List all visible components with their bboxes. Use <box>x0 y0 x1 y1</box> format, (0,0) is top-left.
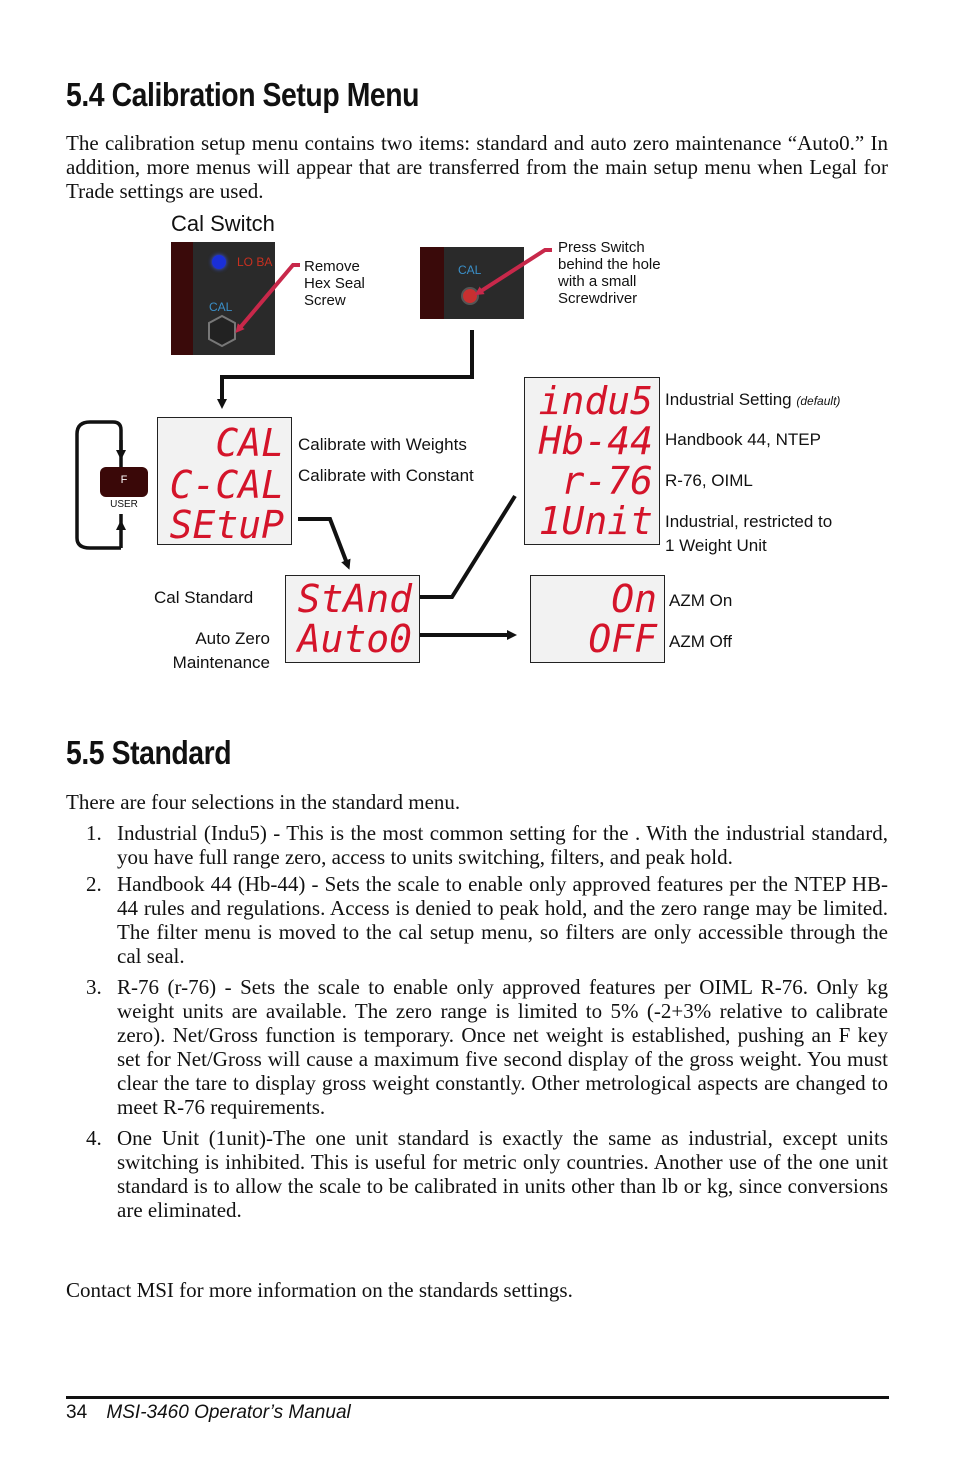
switch-to-menu-arrow <box>222 330 472 405</box>
press-switch-note: Press Switch behind the hole with a small Screwdriver <box>558 239 661 307</box>
page-number: 34 <box>66 1402 88 1423</box>
list-item: 2. Handbook 44 (Hb-44) - Sets the scale to enable only approved features per the NTEP HB-44 rules and regulations. Access is denied to peak hold, and the zero range may be limited. The filter menu is moved to the cal setup menu, so filters are only accessible through the cal seal. <box>86 872 888 968</box>
calibrate-with-weights-label: Calibrate with Weights <box>298 435 467 454</box>
industrial-setting-label: Industrial Setting (default) <box>665 390 841 409</box>
azm-display <box>530 575 665 663</box>
list-item: 3. R-76 (r-76) - Sets the scale to enable only approved features per OIML R-76. Only kg weight units are available. The zero range is limited to 5% (-2+3% relative to calibrate zero). Net/Gross function is temporary. Once net weight is established, pushing an F key set for Net/Gross will cause a maximum five second display of the gross weight. You must clear the tare to display gross weight constantly. Other metrological aspects are changed to meet R-76 requirements. <box>86 975 888 1119</box>
standards-display <box>524 377 660 545</box>
f-key-label: F <box>120 474 128 486</box>
calibrate-with-constant-label: Calibrate with Constant <box>298 466 474 485</box>
stand-to-standards-line <box>420 496 515 597</box>
page-footer <box>66 1402 351 1424</box>
red-pointer-arrow-2 <box>478 250 552 293</box>
lcd-r76: r-76 <box>561 459 653 503</box>
lcd-auto0: Auto0 <box>297 617 412 661</box>
lcd-stand: StAnd <box>297 577 412 621</box>
red-pointer-arrow-1 <box>238 265 300 330</box>
lcd-off: OFF <box>588 617 657 661</box>
r76-oiml-label: R-76, OIML <box>665 471 753 490</box>
calibration-setup-intro: The calibration setup menu contains two items: standard and auto zero maintenance “Auto0.” In addition, more menus will appear that are transferred from the main setup menu when Legal for Trade settings are used. <box>66 131 888 203</box>
azm-off-label: AZM Off <box>669 632 732 651</box>
manual-title: MSI-3460 Operator’s Manual <box>106 1402 351 1423</box>
footer-rule <box>66 1396 889 1399</box>
handbook-44-label: Handbook 44, NTEP <box>665 430 821 449</box>
user-label: USER <box>110 499 138 510</box>
list-item: 1. Industrial (Indu5) - This is the most common setting for the . With the industrial standard, you have full range zero, access to units switching, filters, and peak hold. <box>86 821 888 869</box>
lcd-indu5: indu5 <box>538 379 653 423</box>
standards-list <box>86 821 888 1222</box>
lcd-hb44: Hb-44 <box>538 419 653 463</box>
cal-switch-title: Cal Switch <box>171 211 275 236</box>
cal-standard-label: Cal Standard <box>154 588 254 607</box>
section-heading-calibration-setup: 5.4 Calibration Setup Menu <box>66 76 420 113</box>
lcd-on: On <box>611 577 657 621</box>
section-heading-standard: 5.5 Standard <box>66 734 232 771</box>
cal-setup-display <box>285 575 420 663</box>
standard-intro: There are four selections in the standard menu. <box>66 790 461 814</box>
lcd-c-cal: C-CAL <box>169 463 284 507</box>
list-item: 4. One Unit (1unit)-The one unit standard is exactly the same as industrial, except units switching is inhibited. This is useful for metric only countries. Another use of the one unit standard is to allow the scale to be calibrated in units other than lb or kg, since conversions are eliminated. <box>86 1126 888 1222</box>
cal-label: CAL <box>209 300 233 314</box>
lcd-cal: CAL <box>215 421 284 465</box>
lobat-label: LO BA <box>237 255 273 269</box>
setup-to-stand-arrow <box>298 519 348 566</box>
lcd-setup: SEtuP <box>169 503 284 544</box>
auto-zero-maintenance-label: Auto Zero Maintenance <box>172 629 270 672</box>
azm-on-label: AZM On <box>669 591 733 610</box>
diagram-arrows <box>0 0 954 700</box>
cal-menu-display <box>157 417 292 545</box>
lcd-1unit: 1Unit <box>538 499 653 543</box>
one-unit-label: Industrial, restricted to 1 Weight Unit <box>665 512 833 555</box>
default-note: (default) <box>796 394 841 408</box>
cal-label-2: CAL <box>458 263 482 277</box>
remove-hex-seal-note: Remove Hex Seal Screw <box>304 258 365 309</box>
standards-closing: Contact MSI for more information on the standards settings. <box>66 1278 573 1302</box>
